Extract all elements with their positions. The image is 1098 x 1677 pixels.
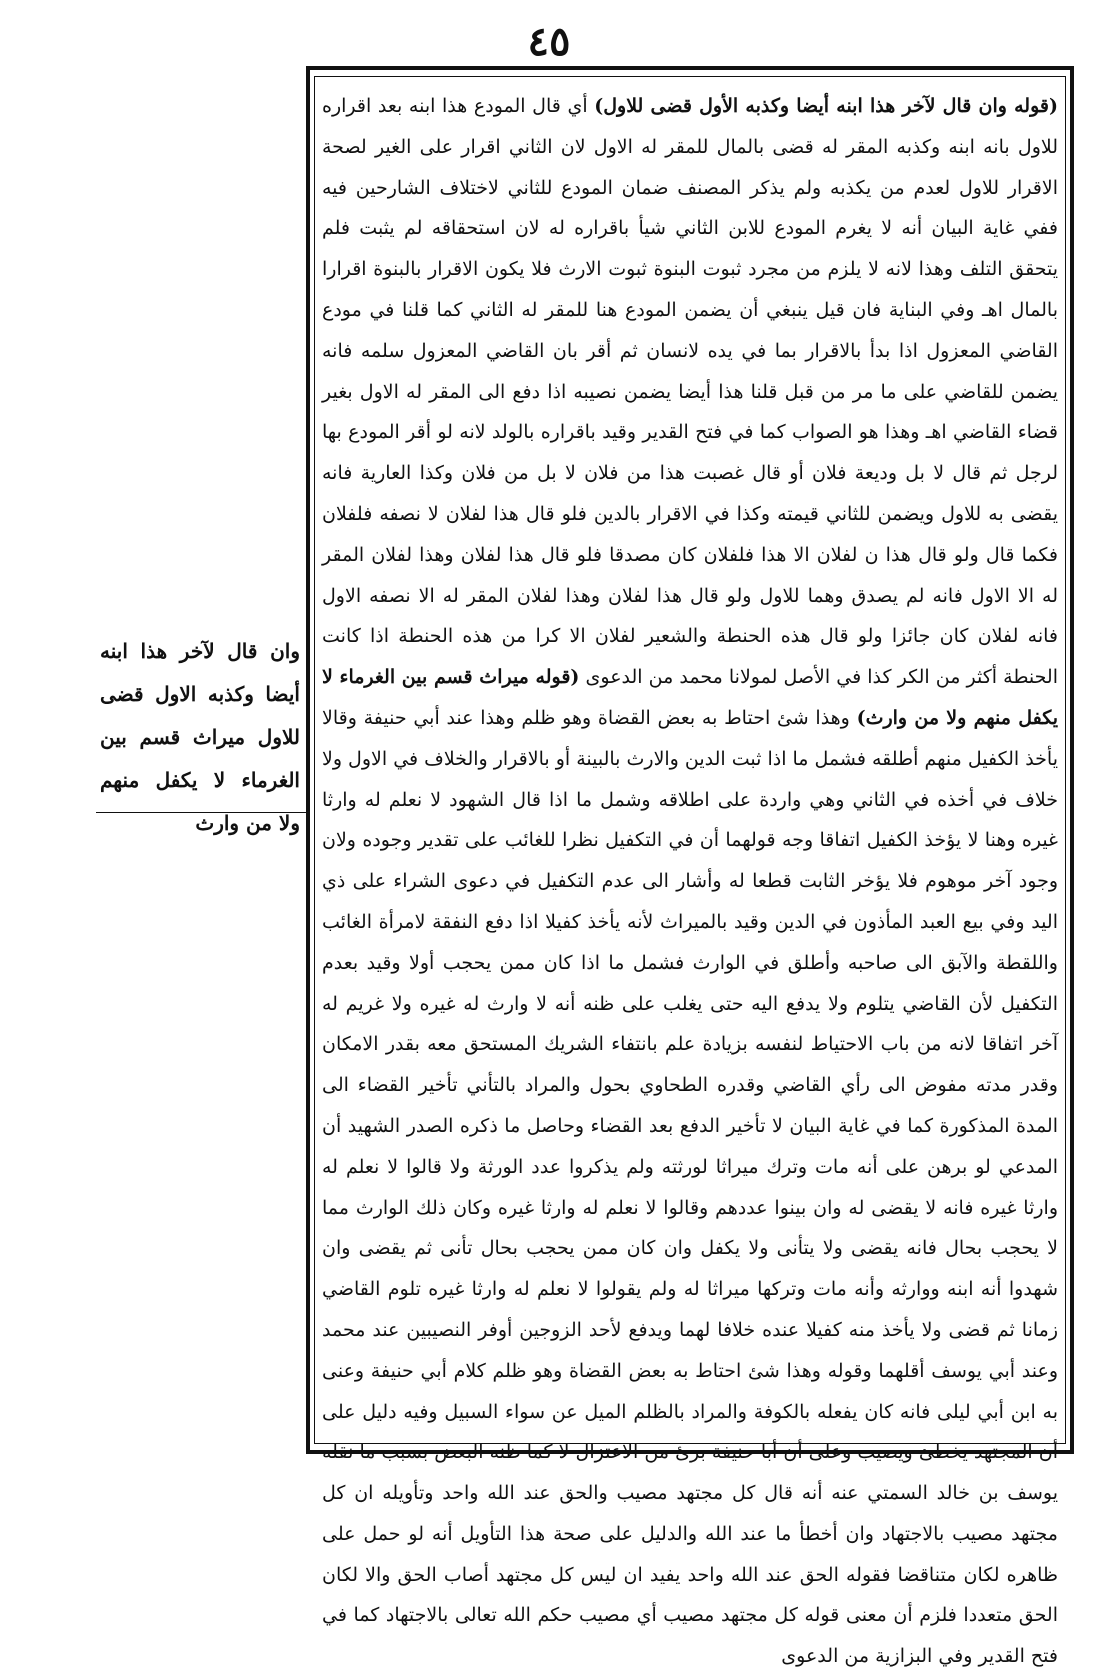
paragraph-body-2: وهذا شئ احتاط به بعض القضاة وهو ظلم وهذا عند أبي حنيفة وقالا يأخذ الكفيل منهم أطلقه فشمل ما اذا ثبت الدين والارث بالبينة أو بالاقرار والخلاف في الاول ولا خلاف في أخذه في الثاني وهي واردة على اطلاقه وشمل ما اذا قال الشهود لا نعلم له وارثا غيره وهنا لا يؤخذ الكفيل اتفاقا وجه قولهما أن في التكفيل نظرا للغائب على تقدير وجوده ولان وجود آخر موهوم فلا يؤخر الثابت قطعا له وأشار الى عدم التكفيل في دعوى الشراء على ذي اليد وفي بيع العبد المأذون في الدين وقيد بالميراث لأنه يأخذ كفيلا اذا دفع النفقة لامرأة الغائب واللقطة والآبق الى صاحبه وأطلق في الوارث فشمل ما اذا كان ممن يحجب أولا وقيد بعدم التكفيل لأن القاضي يتلوم ولا يدفع اليه حتى يغلب على ظنه أنه لا وارث له غيره ولا غريم له آخر اتفاقا لانه من باب الاحتياط لنفسه بزيادة علم بانتفاء الشريك المستحق معه بقدر الامكان وقدر مدته مفوض الى رأي القاضي وقدره الطحاوي بحول والمراد بالتأني تأخير القضاء الى المدة المذكورة كما في غاية البيان لا تأخير الدفع بعد القضاء وحاصل ما ذكره الصدر الشهيد أن المدعي لو برهن على أنه مات وترك ميراثا لورثته ولم يذكروا عدد الورثة ولا قالوا لا نعلم له وارثا غيره فانه لا يقضى له وان بينوا عددهم وقالوا لا نعلم له وارثا غيره وكان ذلك الوارث مما لا يحجب بحال فانه يقضى ولا يتأنى ولا يكفل وان كان ممن يحجب بحال تأنى ثم يقضى وان شهدوا أنه ابنه ووارثه وأنه مات وتركها ميراثا له ولم يقولوا لا نعلم له وارثا غيره تلوم القاضي زمانا ثم قضى ولا يأخذ منه كفيلا عنده خلافا لهما ويدفع لأحد الزوجين أوفر النصيبين عند محمد وعند أبي يوسف أقلهما وقوله وهذا شئ احتاط به بعض القضاة وهو ظلم كلام أبي حنيفة وعنى به ابن أبي ليلى فانه كان يفعله بالكوفة والمراد بالظلم الميل عن سواء السبيل وفيه دليل على أن المجتهد يخطئ ويصيب وعلى أن أبا حنيفة برئ من الاعتزال لا كما ظنه البعض بسبب ما نقله يوسف بن خالد السمتي عنه أنه قال كل مجتهد مصيب والحق عند الله واحد وتأويله ان كل مجتهد مصيب بالاجتهاد وان أخطأ ما عند الله والدليل على صحة هذا التأويل أنه لو حمل على ظاهره لكان متناقضا فقوله الحق عند الله واحد يفيد ان ليس كل مجتهد أصاب الحق والا لكان الحق متعددا فلزم أن معنى قوله كل مجتهد مصيب أي مصيب حكم الله تعالى بالاجتهاد كما في فتح القدير وفي البزازية من الدعوى: [322, 706, 1058, 1668]
main-text-body: [322, 86, 1058, 1668]
qawl-heading-1: (قوله وان قال لآخر هذا ابنه أيضا وكذبه الأول قضى للاول): [594, 95, 1058, 117]
page-number: ٤٥: [527, 18, 571, 65]
margin-note: وان قال لآخر هذا ابنه أيضا وكذبه الاول قضى للاول ميراث قسم بين الغرماء لا يكفل منهم ولا من وارث: [100, 639, 300, 835]
main-paragraph-1: [322, 86, 1058, 1677]
qawl-heading-2: (قوله ميراث قسم بين الغرماء لا يكفل منهم ولا من وارث): [322, 666, 1058, 729]
paragraph-body-1: أي قال المودع هذا ابنه بعد اقراره للاول بانه ابنه وكذبه المقر له قضى بالمال للمقر له الاول لان الثاني اقرار على الغير لصحة الاقرار للاول لعدم من يكذبه ولم يذكر المصنف ضمان المودع للثاني لاختلاف الشارحين فيه ففي غاية البيان أنه لا يغرم المودع للابن الثاني شيأ باقراره له لان استحقاقه لم يثبت فلم يتحقق التلف وهذا لانه لا يلزم من مجرد ثبوت البنوة ثبوت الارث فلا يكون الاقرار بالبنوة اقرارا بالمال اهـ وفي البناية فان قيل ينبغي أن يضمن المودع هنا للمقر له الثاني كما قلنا في مودع القاضي المعزول اذا بدأ بالاقرار بما في يده لانسان ثم أقر بان القاضي المعزول سلمه فانه يضمن للقاضي على ما مر من قبل قلنا هذا أيضا يضمن نصيبه اذا دفع الى المقر له الاول بغير قضاء القاضي اهـ وهذا هو الصواب كما في فتح القدير وقيد باقراره بالولد لانه لو أقر المودع بها لرجل ثم قال لا بل وديعة فلان أو قال غصبت هذا من فلان لا بل من فلان وكذا العارية فانه يقضى به للاول ويضمن للثاني قيمته وكذا في الاقرار بالدين فلو قال هذا لفلان لا نصفه فلفلان فكما قال ولو قال هذا ن لفلان الا هذا فلفلان كان مصدقا فلو قال هذا لفلان وهذا لفلان المقر له الا الاول فانه لم يصدق وهما للاول ولو قال هذا لفلان وهذا لفلان المقر له الا نصفه الاول فانه لفلان كان جائزا ولو قال هذه الحنطة والشعير لفلان الا كرا من هذه الحنطة اذا كانت الحنطة أكثر من الكر كذا في الأصل لمولانا محمد من الدعوى: [322, 95, 1058, 689]
margin-note-rule: [96, 812, 306, 813]
